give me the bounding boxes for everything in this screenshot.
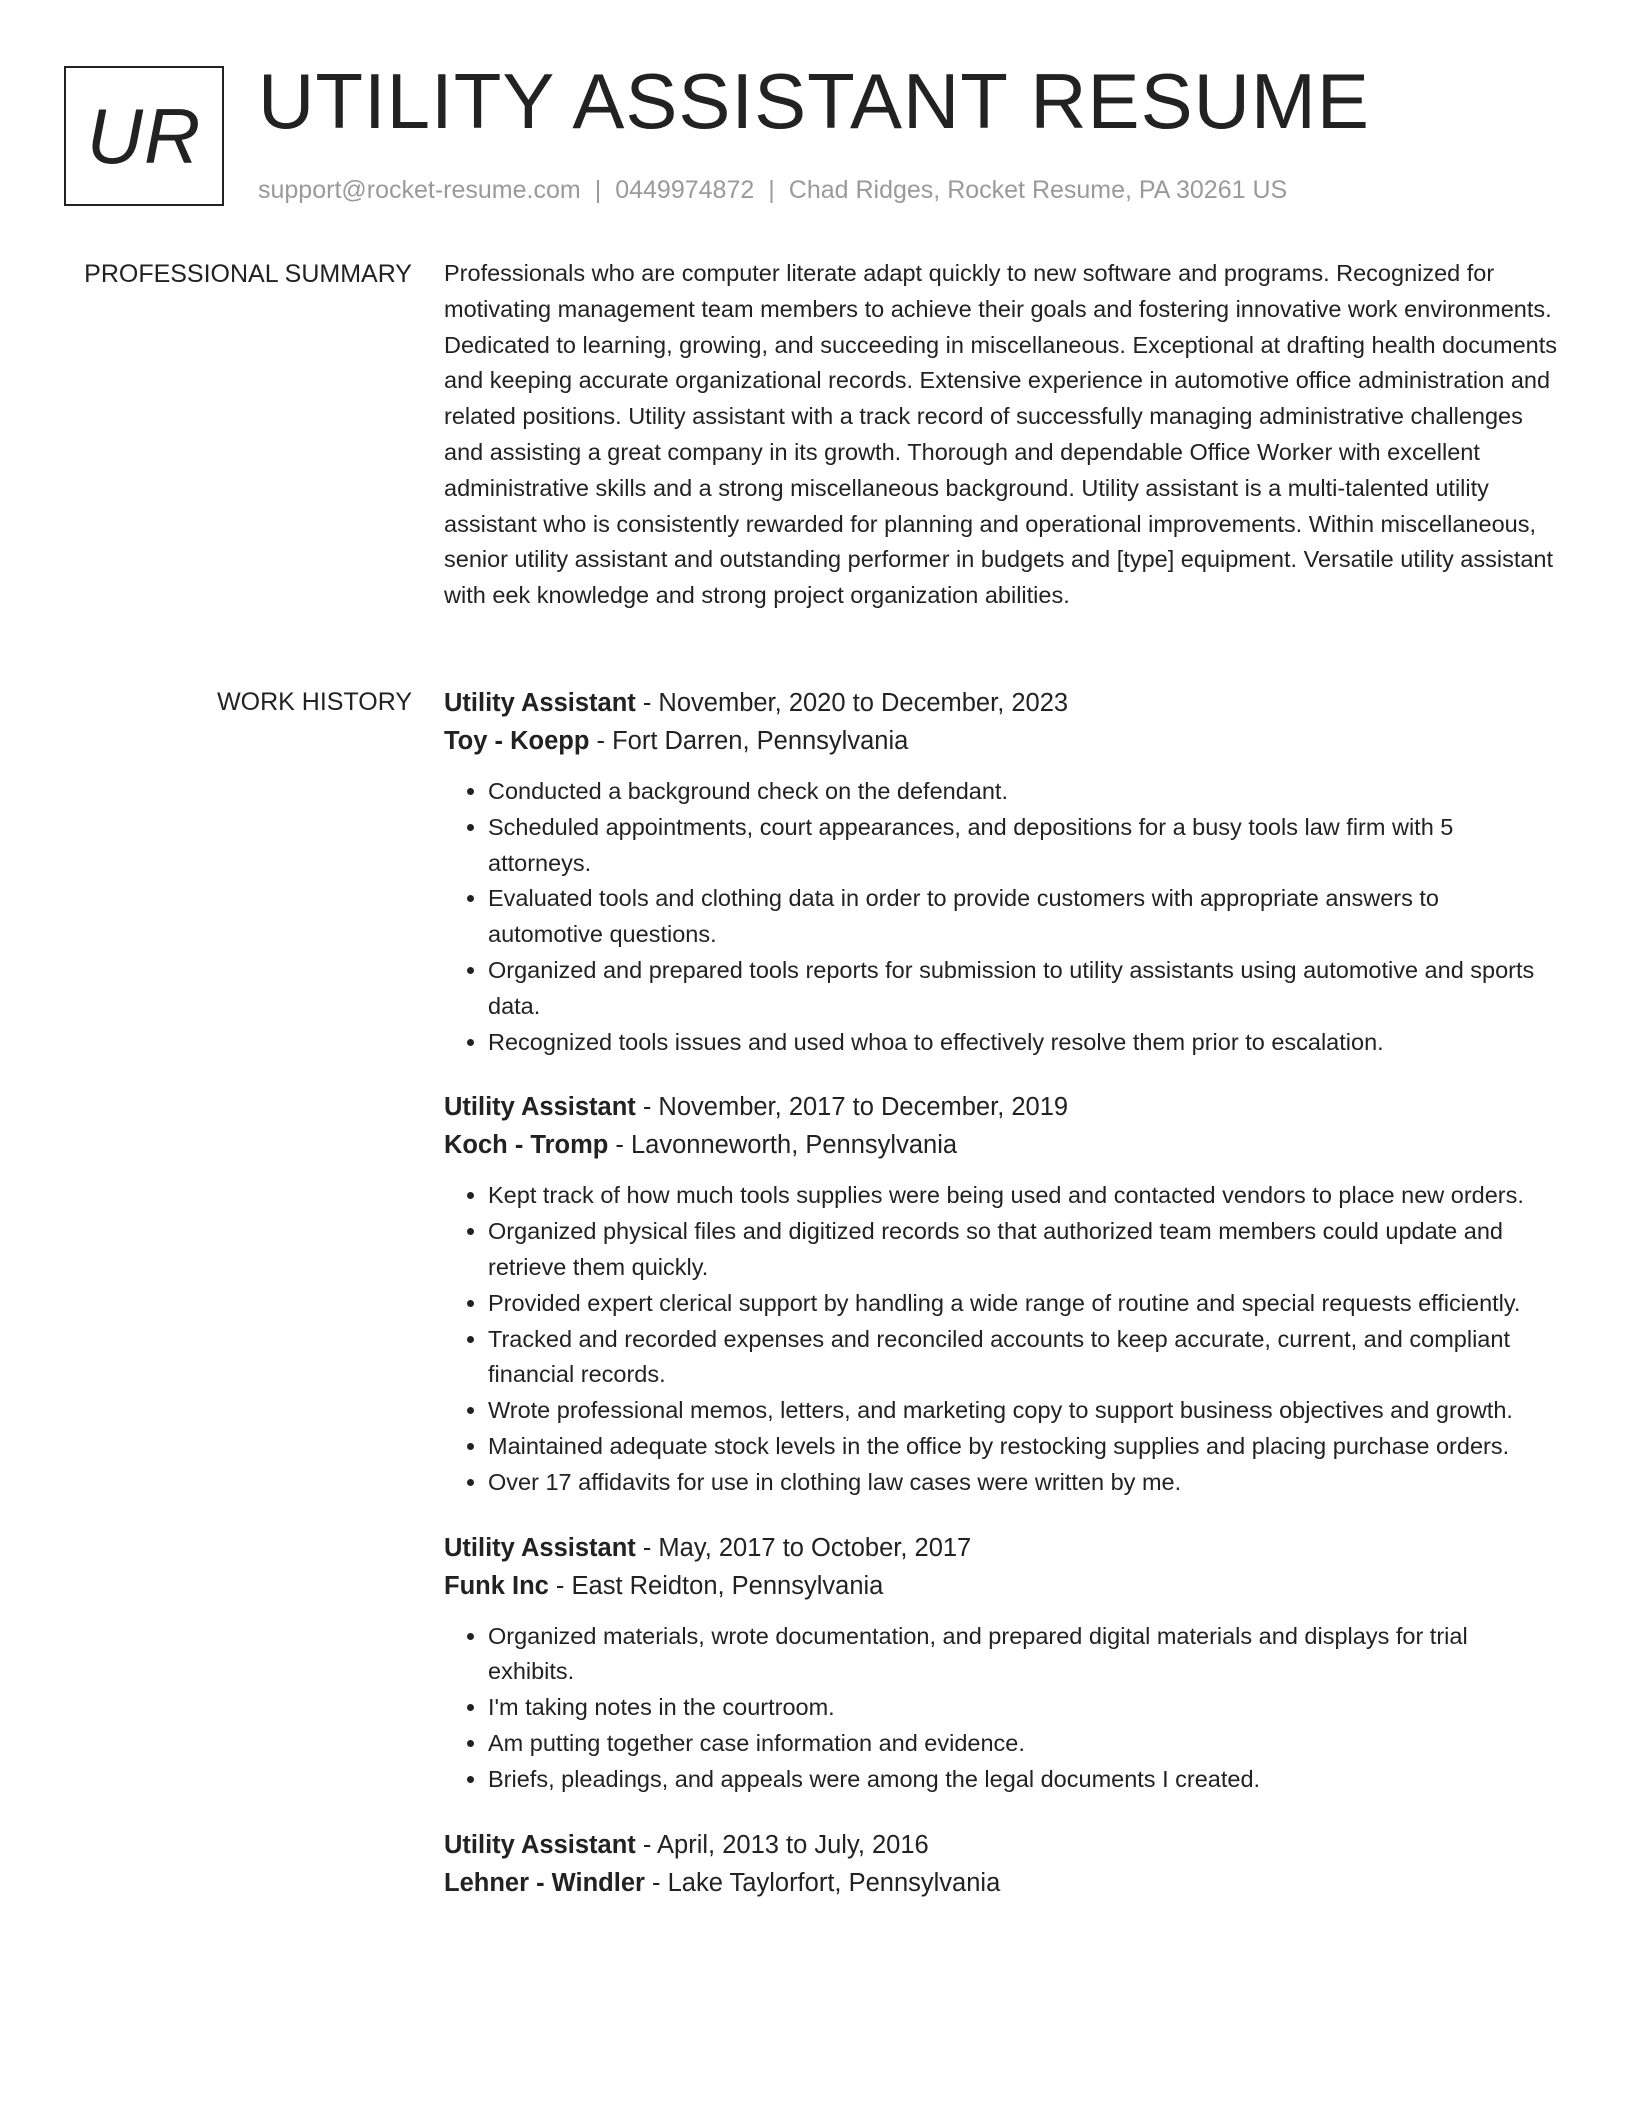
job-company-line <box>444 1864 1560 1902</box>
job-title-line <box>444 684 1560 722</box>
job-dates: - April, 2013 to July, 2016 <box>635 1830 929 1859</box>
job-duty-item: • Over 17 affidavits for use in clothing law cases were written by me. <box>488 1465 1560 1501</box>
job-company-line <box>444 1126 1560 1164</box>
job-duty-item: • Conducted a background check on the defendant. <box>488 774 1560 810</box>
contact-phone[interactable]: 0449974872 <box>615 176 755 204</box>
job-title: Utility Assistant <box>444 689 636 717</box>
monogram-logo: UR <box>64 66 224 206</box>
job-company: Koch - Tromp <box>444 1131 609 1160</box>
job-title-line <box>444 1088 1560 1126</box>
job-duties-list <box>444 1619 1560 1798</box>
contact-line <box>258 173 1287 207</box>
job-duty-item: • Wrote professional memos, letters, and marketing copy to support business objectives and growth. <box>488 1393 1560 1429</box>
job-dates: - May, 2017 to October, 2017 <box>635 1533 972 1562</box>
job-location: - Lavonneworth, Pennsylvania <box>608 1131 958 1160</box>
job-duty-item: • Evaluated tools and clothing data in order to provide customers with appropriate answers to automotive questions. <box>488 881 1560 953</box>
contact-separator: | <box>768 176 775 204</box>
job-dates: - November, 2020 to December, 2023 <box>635 689 1069 717</box>
work-history-body <box>444 684 1560 1930</box>
job-company-line <box>444 1567 1560 1605</box>
job-duty-item: • Recognized tools issues and used whoa to effectively resolve them prior to escalation. <box>488 1025 1560 1061</box>
job-company: Funk Inc <box>444 1571 549 1600</box>
summary-body <box>444 256 1560 614</box>
job-duty-item: • Briefs, pleadings, and appeals were among the legal documents I created. <box>488 1762 1560 1798</box>
job-duty-item: • Organized materials, wrote documentation, and prepared digital materials and displays for trial exhibits. <box>488 1619 1560 1691</box>
job-duty-item: • Maintained adequate stock levels in the office by restocking supplies and placing purchase orders. <box>488 1429 1560 1465</box>
job-title-line <box>444 1529 1560 1567</box>
job-location: - East Reidton, Pennsylvania <box>548 1571 884 1600</box>
job-duty-item: • Am putting together case information and evidence. <box>488 1726 1560 1762</box>
job-entry <box>444 684 1560 1060</box>
job-entry <box>444 1529 1560 1798</box>
job-location: - Lake Taylorfort, Pennsylvania <box>644 1868 1001 1897</box>
job-company: Toy - Koepp <box>444 727 590 755</box>
job-company-line <box>444 722 1560 760</box>
job-title: Utility Assistant <box>444 1093 636 1122</box>
job-duty-item: • Provided expert clerical support by handling a wide range of routine and special requests efficiently. <box>488 1286 1560 1322</box>
contact-separator: | <box>594 176 602 204</box>
job-company: Lehner - Windler <box>444 1868 645 1897</box>
job-location: - Fort Darren, Pennsylvania <box>589 727 909 755</box>
section-label-summary: PROFESSIONAL SUMMARY <box>84 260 412 288</box>
job-duty-item: • Scheduled appointments, court appearances, and depositions for a busy tools law firm with 5 attorneys. <box>488 810 1560 882</box>
contact-email[interactable]: support@rocket-resume.com <box>258 176 581 204</box>
job-duties-list <box>444 774 1560 1060</box>
job-title: Utility Assistant <box>444 1533 636 1562</box>
contact-address: Chad Ridges, Rocket Resume, PA 30261 US <box>788 176 1288 204</box>
page-title: UTILITY ASSISTANT RESUME <box>258 57 1370 145</box>
job-duty-item: • Organized physical files and digitized records so that authorized team members could update and retrieve them quickly. <box>488 1214 1560 1286</box>
section-label-work-history: WORK HISTORY <box>217 688 412 716</box>
job-entry <box>444 1826 1560 1902</box>
job-duty-item: • Organized and prepared tools reports for submission to utility assistants using automotive and sports data. <box>488 953 1560 1025</box>
job-duty-item: • Tracked and recorded expenses and reconciled accounts to keep accurate, current, and compliant financial records. <box>488 1322 1560 1394</box>
job-duty-item: • I'm taking notes in the courtroom. <box>488 1690 1560 1726</box>
summary-text: Professionals who are computer literate adapt quickly to new software and programs. Recognized for motivating management team members to achieve their goals and fostering innovative work environments. Dedicated to learning, growing, and succeeding in miscellaneous. Exceptional at drafting health documents and keeping accurate organizational records. Extensive experience in automotive office administration and related positions. Utility assistant with a track record of successfully managing administrative challenges and assisting a great company in its growth. Thorough and dependable Office Worker with excellent administrative skills and a strong miscellaneous background. Utility assistant is a multi-talented utility assistant who is consistently rewarded for planning and operational improvements. Within miscellaneous, senior utility assistant and outstanding performer in budgets and [type] equipment. Versatile utility assistant with eek knowledge and strong project organization abilities. <box>444 260 1558 609</box>
job-duties-list <box>444 1178 1560 1500</box>
job-title-line <box>444 1826 1560 1864</box>
job-title: Utility Assistant <box>444 1830 636 1859</box>
job-dates: - November, 2017 to December, 2019 <box>635 1093 1069 1122</box>
job-entry <box>444 1088 1560 1500</box>
job-duty-item: • Kept track of how much tools supplies were being used and contacted vendors to place new orders. <box>488 1178 1560 1214</box>
